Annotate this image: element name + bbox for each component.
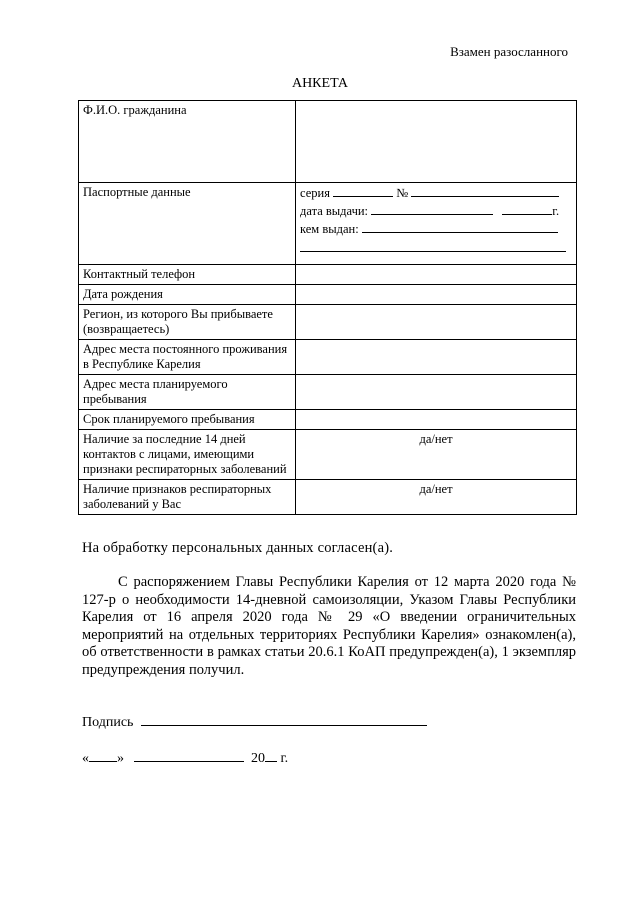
year-blank[interactable]	[265, 750, 277, 762]
field-label-phone: Контактный телефон	[79, 265, 296, 285]
passport-fields	[296, 183, 577, 265]
field-label-region: Регион, из которого Вы прибываете (возвращаетесь)	[79, 305, 296, 340]
passport-issuer-line	[300, 221, 572, 237]
month-blank[interactable]	[134, 750, 244, 762]
form-title: АНКЕТА	[291, 76, 349, 91]
consent-statement: На обработку персональных данных согласен(а).	[82, 540, 394, 556]
date-close-quote: »	[117, 751, 124, 766]
table-row	[79, 183, 577, 265]
table-row	[79, 340, 577, 375]
field-value-birthdate[interactable]	[296, 285, 577, 305]
passport-series-line	[300, 185, 572, 201]
issued-by-blank[interactable]	[362, 221, 558, 233]
field-value-planned-address[interactable]	[296, 375, 577, 410]
field-value-stay-duration[interactable]	[296, 410, 577, 430]
issue-date-label: дата выдачи:	[300, 204, 369, 218]
field-value-phone[interactable]	[296, 265, 577, 285]
passport-date-line	[300, 203, 572, 219]
questionnaire-table	[78, 100, 577, 515]
field-label-permanent-address: Адрес места постоянного проживания в Республике Карелия	[79, 340, 296, 375]
year-suffix: г.	[552, 204, 560, 218]
table-row	[79, 305, 577, 340]
signature-line	[82, 714, 427, 731]
field-label-contacts: Наличие за последние 14 дней контактов с лицами, имеющими признаки респираторных заболеваний	[79, 430, 296, 480]
table-row	[79, 265, 577, 285]
number-label: №	[396, 186, 409, 200]
date-open-quote: «	[82, 751, 89, 766]
year-prefix: 20	[251, 751, 265, 766]
field-label-planned-address: Адрес места планируемого пребывания	[79, 375, 296, 410]
table-row	[79, 410, 577, 430]
field-label-stay-duration: Срок планируемого пребывания	[79, 410, 296, 430]
issued-by-label: кем выдан:	[300, 222, 359, 236]
issued-by-blank-2[interactable]	[300, 239, 566, 252]
table-row	[79, 480, 577, 515]
table-row	[79, 430, 577, 480]
field-label-passport: Паспортные данные	[79, 183, 296, 265]
number-blank[interactable]	[411, 185, 559, 197]
acknowledgement-paragraph: С распоряжением Главы Республики Карелия от 12 марта 2020 года № 127-р о необходимости 14-дневной самоизоляции, Указом Главы Республики Карелия от 16 апреля 2020 года № 29 «О введении ограничительных мероприятий на отдельных территориях Республики Карелия» ознакомлен(а), об ответственности в рамках статьи 20.6.1 КоАП предупрежден(а), 1 экземпляр предупреждения получил.	[82, 574, 576, 678]
year-suffix-label: г.	[280, 751, 289, 766]
issue-date-blank[interactable]	[371, 203, 493, 215]
field-value-name[interactable]	[296, 101, 577, 183]
field-value-symptoms[interactable]: да/нет	[296, 480, 577, 515]
field-label-symptoms: Наличие признаков респираторных заболеваний у Вас	[79, 480, 296, 515]
signature-blank[interactable]	[141, 714, 427, 726]
signature-label: Подпись	[82, 715, 134, 730]
date-line	[82, 750, 288, 767]
table-row	[79, 101, 577, 183]
series-label: серия	[300, 186, 330, 200]
table-row	[79, 285, 577, 305]
table-row	[79, 375, 577, 410]
series-blank[interactable]	[333, 185, 393, 197]
field-label-birthdate: Дата рождения	[79, 285, 296, 305]
field-value-region[interactable]	[296, 305, 577, 340]
top-note: Взамен разосланного	[450, 44, 568, 59]
field-value-contacts[interactable]: да/нет	[296, 430, 577, 480]
issue-year-blank[interactable]	[502, 203, 552, 215]
field-label-name: Ф.И.О. гражданина	[79, 101, 296, 183]
day-blank[interactable]	[89, 750, 117, 762]
field-value-permanent-address[interactable]	[296, 340, 577, 375]
